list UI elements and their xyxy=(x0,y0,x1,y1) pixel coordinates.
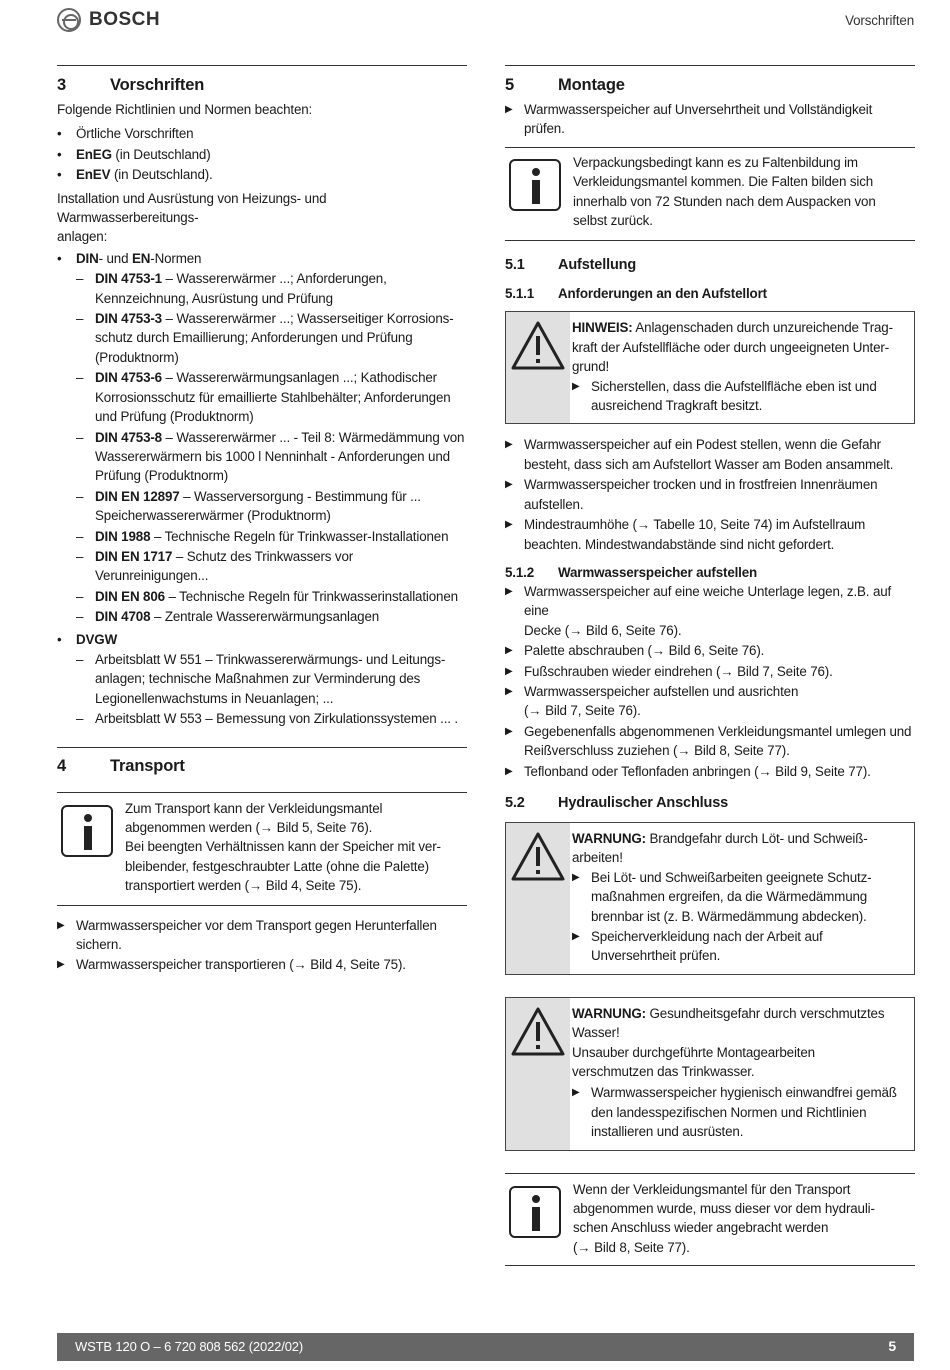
action-item: ▶ Warmwasserspeicher auf ein Podest stellen, wenn die Gefahr besteht, dass sich am Aufstellort Wasser am Boden ansammelt. xyxy=(505,435,915,474)
actions-5-1-2 xyxy=(505,582,915,781)
norm-item: – DIN 4753-6 – Wassererwärmungsanlagen ...; Kathodischer Korrosionsschutz für emaillierte Stahlbehälter; Anforderungen und Prüfung (Produktnorm) xyxy=(76,370,451,425)
transport-info-box: Zum Transport kann der Verkleidungsmantel abgenommen werden (→ Bild 5, Seite 76). Bei beengten Verhältnissen kann der Speicher mit ver- bleibender, festgeschraubter Latte (ohne die Palette) transportiert werden (→ Bild 4, Seite 75). xyxy=(57,792,467,906)
hint-box: HINWEIS: Anlagenschaden durch unzureichende Trag- kraft der Aufstellfläche oder durch ungeeigneten Unter- grund! ▶ Sicherstellen, dass die Aufstellfläche eben ist und ausreichend Tragkraft besitzt. xyxy=(505,311,915,424)
section-5-1-2-heading: 5.1.2 Warmwasserspeicher aufstellen xyxy=(505,564,758,580)
action-item: ▶ Warmwasserspeicher vor dem Transport gegen Herunterfallen sichern. xyxy=(57,916,467,955)
norm-code: DIN 4753-6 xyxy=(95,370,162,386)
norm-code: DIN EN 1717 xyxy=(95,548,173,564)
warning-triangle-icon xyxy=(510,831,566,883)
dvgw-item: – Arbeitsblatt W 551 – Trinkwassererwärmungs- und Leitungs- anlagen; technische Maßnahmen zur Verminderung des Legionellenwachstums in Neuanlagen; ... xyxy=(76,651,446,706)
norm-code: DIN 4708 xyxy=(95,609,151,625)
section-3-intro: Folgende Richtlinien und Normen beachten: xyxy=(57,102,313,117)
arrow-icon: ▶ xyxy=(505,765,513,777)
brand-name: BOSCH xyxy=(89,9,161,31)
info-icon xyxy=(509,159,561,211)
norm-code: DIN EN 806 xyxy=(95,588,165,604)
warning-fire-box: WARNUNG: Brandgefahr durch Löt- und Schweiß- arbeiten! ▶ Bei Löt- und Schweißarbeiten geeignete Schutz- maßnahmen ergreifen, da die Wärmedämmung brennbar ist (z. B. Wärmedämmung abdecken). ▶ Speicherverkleidung nach der Arbeit auf Unversehrtheit prüfen. xyxy=(505,822,915,975)
actions-5-1-1 xyxy=(505,435,915,553)
action-item: ▶ Speicherverkleidung nach der Arbeit auf Unversehrtheit prüfen. xyxy=(572,927,906,966)
info-icon xyxy=(61,805,113,857)
arrow-icon: ▶ xyxy=(572,931,580,942)
action-item: ▶ Warmwasserspeicher auf Unversehrtheit und Vollständigkeit prüfen. xyxy=(505,102,873,137)
action-item: ▶ Bei Löt- und Schweißarbeiten geeignete Schutz- maßnahmen ergreifen, da die Wärmedämmung brennbar ist (z. B. Wärmedämmung abdecken). xyxy=(572,868,906,926)
arrow-icon: ▶ xyxy=(505,519,513,531)
norm-item: – DIN 4708 – Zentrale Wassererwärmungsanlagen xyxy=(76,609,380,625)
section-4-heading: 4 Transport xyxy=(57,756,185,775)
transport-actions xyxy=(57,916,467,975)
section-5-2-heading: 5.2 Hydraulischer Anschluss xyxy=(505,794,729,811)
arrow-icon: ▶ xyxy=(505,439,513,451)
norm-code: DIN 1988 xyxy=(95,528,151,544)
arrow-icon: ▶ xyxy=(505,645,513,657)
list-item: • Örtliche Vorschriften xyxy=(57,126,194,142)
hint-action: ▶ Sicherstellen, dass die Aufstellfläche eben ist und ausreichend Tragkraft besitzt. xyxy=(572,378,877,414)
arrow-icon: ▶ xyxy=(505,479,513,491)
action-item: ▶ Warmwasserspeicher auf eine weiche Unterlage legen, z.B. auf eine Decke (→ Bild 6, Seite 76). xyxy=(505,582,915,640)
info-icon xyxy=(509,1186,561,1238)
left-column xyxy=(57,65,467,975)
action-item: ▶ Warmwasserspeicher trocken und in frostfreien Innenräumen aufstellen. xyxy=(505,475,915,514)
action-item: ▶ Palette abschrauben (→ Bild 6, Seite 76). xyxy=(505,641,915,660)
norms-list xyxy=(57,269,467,626)
page-header xyxy=(57,8,914,34)
installation-text: Installation und Ausrüstung von Heizungs- und Warmwasserbereitungs- anlagen: xyxy=(57,190,327,245)
arrow-icon: ▶ xyxy=(505,725,513,737)
action-item: ▶ Warmwasserspeicher transportieren (→ Bild 4, Seite 75). xyxy=(57,955,467,974)
section-5-1-heading: 5.1 Aufstellung xyxy=(505,257,637,274)
bosch-logo xyxy=(57,8,160,32)
dvgw-list xyxy=(57,650,467,729)
action-item: ▶ Teflonband oder Teflonfaden anbringen (→ Bild 9, Seite 77). xyxy=(505,762,915,781)
norm-item: – DIN 4753-1 – Wassererwärmer ...; Anforderungen, Kennzeichnung, Ausrüstung und Prüfung xyxy=(76,271,387,306)
warning-triangle-icon xyxy=(510,1006,566,1058)
page-number: 5 xyxy=(888,1338,896,1355)
arrow-icon: ▶ xyxy=(572,871,580,883)
norm-code: DIN EN 12897 xyxy=(95,488,180,504)
reattach-info-box: Wenn der Verkleidungsmantel für den Transport abgenommen wurde, muss dieser vor dem hydrauli- schen Anschluss wieder angebracht werden (→ Bild 8, Seite 77). xyxy=(505,1173,915,1267)
right-column xyxy=(505,65,915,1266)
header-section-title: Vorschriften xyxy=(845,13,914,28)
norm-item: – DIN 1988 – Technische Regeln für Trinkwasser-Installationen xyxy=(76,528,449,544)
norm-code: DIN 4753-1 xyxy=(95,271,162,287)
page-footer xyxy=(57,1333,914,1361)
bosch-logo-icon xyxy=(57,8,81,32)
action-item: ▶ Gegebenenfalls abgenommenen Verkleidungsmantel umlegen und Reißverschluss zuziehen (→ Bild 8, Seite 77). xyxy=(505,722,915,761)
packaging-info-box: Verpackungsbedingt kann es zu Faltenbildung im Verkleidungsmantel kommen. Die Falten bilden sich innerhalb von 72 Stunden nach dem Auspacken von selbst zurück. xyxy=(505,147,915,242)
section-3-heading: 3 Vorschriften xyxy=(57,76,205,94)
norm-item: – DIN 4753-8 – Wassererwärmer ... - Teil 8: Wärmedämmung von Wassererwärmern bis 1000 l Nenninhalt - Anforderungen und Prüfung (Produktnorm) xyxy=(76,429,465,484)
document-id: WSTB 120 O – 6 720 808 562 (2022/02) xyxy=(75,1339,304,1355)
arrow-icon: ▶ xyxy=(505,665,513,677)
section-5-heading: 5 Montage xyxy=(505,76,625,94)
arrow-icon: ▶ xyxy=(57,919,65,931)
action-item: ▶ Fußschrauben wieder eindrehen (→ Bild 7, Seite 76). xyxy=(505,662,915,681)
norm-item: – DIN EN 12897 – Wasserversorgung - Bestimmung für ... Speicherwassererwärmer (Produktnorm) xyxy=(76,488,421,524)
norm-item: – DIN 4753-3 – Wassererwärmer ...; Wasserseitiger Korrosions- schutz durch Emaillierung; Anforderungen und Prüfung (Produktnorm) xyxy=(76,311,454,365)
section-5-1-1-heading: 5.1.1 Anforderungen an den Aufstellort xyxy=(505,286,767,302)
norm-code: DIN 4753-8 xyxy=(95,429,162,445)
list-item-din-en: • DIN- und EN-Normen xyxy=(57,250,202,266)
action-item: ▶ Mindestraumhöhe (→ Tabelle 10, Seite 74) im Aufstellraum beachten. Mindestwandabstände sind nicht gefordert. xyxy=(505,515,915,554)
action-item: ▶ Warmwasserspeicher aufstellen und ausrichten (→ Bild 7, Seite 76). xyxy=(505,682,915,721)
dvgw-item: – Arbeitsblatt W 553 – Bemessung von Zirkulationssystemen ... . xyxy=(76,711,458,727)
list-item: • EnEG (in Deutschland) xyxy=(57,146,211,162)
warning-action: ▶ Warmwasserspeicher hygienisch einwandfrei gemäß den landesspezifischen Normen und Richtlinien installieren und ausrüsten. xyxy=(572,1085,897,1140)
list-item-dvgw: • DVGW xyxy=(57,631,118,647)
norm-item: – DIN EN 806 – Technische Regeln für Trinkwasserinstallationen xyxy=(76,588,458,604)
norm-item: – DIN EN 1717 – Schutz des Trinkwassers vor Verunreinigungen... xyxy=(76,548,354,584)
arrow-icon: ▶ xyxy=(505,685,513,697)
norm-code: DIN 4753-3 xyxy=(95,311,162,327)
warning-health-box: WARNUNG: Gesundheitsgefahr durch verschmutztes Wasser! Unsauber durchgeführte Montagearbeiten verschmutzen das Trinkwasser. ▶ Warmwasserspeicher hygienisch einwandfrei gemäß den landesspezifischen Normen und Richtlinien installieren und ausrüsten. xyxy=(505,997,915,1151)
list-item: • EnEV (in Deutschland). xyxy=(57,167,213,183)
arrow-icon: ▶ xyxy=(57,959,65,971)
arrow-icon: ▶ xyxy=(505,585,513,597)
warning-triangle-icon xyxy=(510,320,566,372)
